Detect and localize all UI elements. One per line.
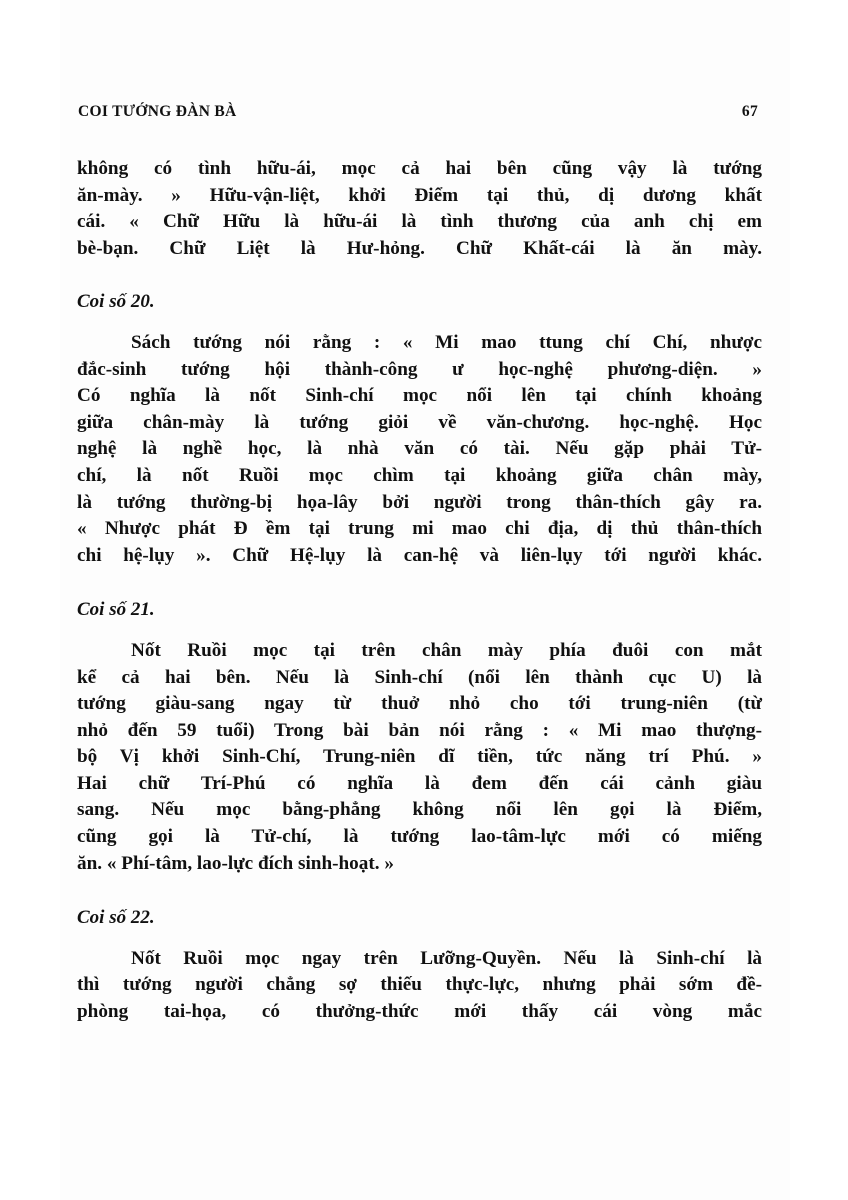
text-line: tướng giàu-sang ngay từ thuở nhỏ cho tới trung-niên (từ xyxy=(77,693,762,715)
text-line: Nốt Ruồi mọc ngay trên Lưỡng-Quyền. Nếu là Sinh-chí là xyxy=(131,947,762,969)
section-22-paragraph xyxy=(77,946,762,1026)
text-line: kể cả hai bên. Nếu là Sinh-chí (nổi lên thành cục U) là xyxy=(77,666,762,688)
section-heading-20: Coi số 20. xyxy=(77,291,155,313)
text-line: phòng tai-họa, có thưởng-thức mới thấy cái vòng mắc xyxy=(77,1001,762,1023)
text-line: sang. Nếu mọc bằng-phẳng không nổi lên gọi là Điểm, xyxy=(77,799,762,821)
text-line: chí, là nốt Ruồi mọc chìm tại khoảng giữa chân mày, xyxy=(77,464,762,486)
text-line: nhỏ đến 59 tuổi) Trong bài bản nói rằng : « Mi mao thượng- xyxy=(77,719,762,741)
text-line: Có nghĩa là nốt Sinh-chí mọc nổi lên tại chính khoảng xyxy=(77,385,762,407)
text-line: nghệ là nghề học, là nhà văn có tài. Nếu gặp phải Tử- xyxy=(77,438,762,460)
text-line: chi hệ-lụy ». Chữ Hệ-lụy là can-hệ và liên-lụy tới người khác. xyxy=(77,544,762,566)
section-21-paragraph xyxy=(77,638,762,877)
text-line: ăn-mày. » Hữu-vận-liệt, khởi Điểm tại thủ, dị dương khất xyxy=(77,184,762,206)
text-line: cái. « Chữ Hữu là hữu-ái là tình thương của anh chị em xyxy=(77,211,762,233)
running-header xyxy=(78,103,758,121)
intro-paragraph xyxy=(77,156,762,262)
text-line: Hai chữ Trí-Phú có nghĩa là đem đến cái cảnh giàu xyxy=(77,772,762,794)
text-line: đắc-sinh tướng hội thành-công ư học-nghệ phương-diện. » xyxy=(77,358,762,380)
section-heading-21: Coi số 21. xyxy=(77,599,155,621)
text-line: không có tình hữu-ái, mọc cả hai bên cũng vậy là tướng xyxy=(77,158,762,179)
text-line: thì tướng người chẳng sợ thiếu thực-lực, nhưng phải sớm đề- xyxy=(77,974,762,996)
text-line: Nốt Ruồi mọc tại trên chân mày phía đuôi con mắt xyxy=(131,639,762,661)
text-line: « Nhược phát Đ ềm tại trung mi mao chi địa, dị thủ thân-thích xyxy=(77,518,762,540)
text-line: giữa chân-mày là tướng giỏi về văn-chương. học-nghệ. Học xyxy=(77,411,762,433)
text-line: bè-bạn. Chữ Liệt là Hư-hỏng. Chữ Khất-cái là ăn mày. xyxy=(77,237,762,259)
running-title: COI TƯỚNG ĐÀN BÀ xyxy=(78,103,237,120)
text-line: cũng gọi là Tử-chí, là tướng lao-tâm-lực mới có miếng xyxy=(77,826,762,848)
page-number: 67 xyxy=(741,103,758,120)
section-20-paragraph xyxy=(77,330,762,569)
text-line: ăn. « Phí-tâm, lao-lực đích sinh-hoạt. » xyxy=(77,852,394,874)
text-line: bộ Vị khởi Sinh-Chí, Trung-niên dĩ tiền, tức năng trí Phú. » xyxy=(77,746,762,768)
text-line: Sách tướng nói rằng : « Mi mao ttung chí Chí, nhược xyxy=(131,331,762,353)
page-body xyxy=(77,156,762,1026)
section-heading-22: Coi số 22. xyxy=(77,907,155,929)
text-line: là tướng thường-bị họa-lây bởi người trong thân-thích gây ra. xyxy=(77,491,762,513)
